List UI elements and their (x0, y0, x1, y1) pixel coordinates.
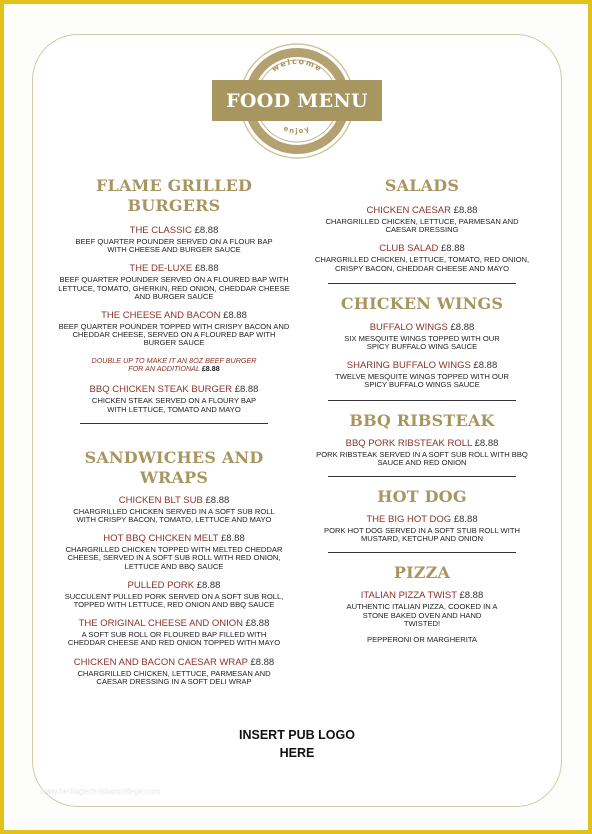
item-name: THE CHEESE AND BACON (101, 310, 221, 322)
item-price: £8.88 (205, 494, 230, 506)
item-price: £8.88 (234, 384, 259, 396)
item-description: CHARGRILLED CHICKEN SERVED IN A SOFT SUB ROLL WITH CRISPY BACON, TOMATO, LETTUCE AND MAYO (73, 506, 275, 525)
note-price: £8.88 (201, 364, 220, 374)
pub-logo-placeholder (212, 726, 382, 762)
item-description: CHICKEN STEAK SERVED ON A FLOURY BAP WITH LETTUCE, TOMATO AND MAYO (91, 396, 257, 414)
section-divider (328, 283, 516, 284)
section-divider (328, 552, 516, 553)
item-price: £8.88 (459, 590, 484, 602)
item-description: SIX MESQUITE WINGS TOPPED WITH OUR SPICY BUFFALO WING SAUCE (344, 333, 500, 352)
item-price: £8.88 (453, 514, 478, 526)
section-title-chicken-wings: CHICKEN WINGS (340, 293, 504, 313)
item-price: £8.88 (196, 579, 221, 591)
item-name: HOT BBQ CHICKEN MELT (103, 533, 219, 545)
item-name: THE ORIGINAL CHEESE AND ONION (78, 618, 243, 630)
item-name: PULLED PORK (127, 579, 195, 591)
menu-item (308, 205, 536, 234)
menu-item (56, 225, 292, 254)
section-divider (328, 400, 516, 401)
menu-item (308, 243, 536, 272)
menu-title: FOOD MENU (212, 80, 382, 121)
item-price: £8.88 (245, 618, 270, 630)
item-price: £8.88 (194, 263, 219, 275)
menu-item (56, 533, 292, 571)
menu-item (56, 580, 292, 609)
pub-logo-line-1: INSERT PUB LOGO (239, 728, 355, 742)
logo-bottom-text: enjoy (282, 124, 312, 136)
section-title-hot-dog: HOT DOG (377, 487, 467, 507)
item-name: ITALIAN PIZZA TWIST (360, 590, 457, 602)
watermark: www.heritagechristiancollege.com (40, 787, 161, 796)
item-price: £8.88 (250, 656, 275, 668)
item-description: CHARGRILLED CHICKEN, LETTUCE, TOMATO, RED ONION, CRISPY BACON, CHEDDAR CHEESE AND MAYO (314, 255, 530, 273)
item-name: BBQ CHICKEN STEAK BURGER (89, 384, 233, 396)
menu-item (56, 618, 292, 647)
pub-logo-line-2: HERE (279, 746, 315, 760)
section-divider (80, 423, 268, 424)
item-price: £8.88 (450, 321, 475, 333)
menu-logo (212, 41, 382, 161)
item-name: CHICKEN BLT SUB (118, 494, 203, 506)
pizza-options: PEPPERONI OR MARGHERITA (367, 635, 477, 645)
item-name: THE BIG HOT DOG (366, 514, 452, 526)
section-title-salads: SALADS (384, 176, 460, 195)
item-name: BUFFALO WINGS (369, 321, 448, 333)
section-title-sandwiches: SANDWICHES AND WRAPS (84, 447, 264, 487)
item-description: TWELVE MESQUITE WINGS TOPPED WITH OUR SPICY BUFFALO WINGS SAUCE (335, 372, 509, 390)
item-description: CHARGRILLED CHICKEN TOPPED WITH MELTED CHEDDAR CHEESE, SERVED IN A SOFT SUB ROLL WITH RED ONION, LETTUCE AND BBQ SAUCE (65, 545, 283, 571)
item-name: THE DE-LUXE (129, 263, 193, 275)
section-title-bbq-ribsteak: BBQ RIBSTEAK (349, 410, 495, 430)
section-divider (328, 476, 516, 477)
item-description: PORK RIBSTEAK SERVED IN A SOFT SUB ROLL WITH BBQ SAUCE AND RED ONION (316, 449, 528, 467)
double-up-note (56, 357, 292, 374)
item-description: SUCCULENT PULLED PORK SERVED ON A SOFT SUB ROLL, TOPPED WITH LETTUCE, RED ONION AND BBQ SAUCE (64, 591, 284, 610)
menu-item (56, 263, 292, 301)
item-price: £8.88 (223, 310, 247, 322)
right-column (308, 176, 536, 644)
item-name: CLUB SALAD (379, 243, 439, 255)
item-name: CHICKEN AND BACON CAESAR WRAP (73, 656, 248, 668)
item-price: £8.88 (453, 205, 478, 216)
menu-item (308, 438, 536, 467)
item-description: AUTHENTIC ITALIAN PIZZA, COOKED IN A STONE BAKED OVEN AND HAND TWISTED! (346, 602, 498, 628)
menu-item (308, 514, 536, 543)
menu-item (56, 310, 292, 348)
menu-item (56, 384, 292, 413)
note-text: DOUBLE UP TO MAKE IT AN 8OZ BEEF BURGER FOR AN ADDITIONAL (91, 355, 257, 374)
logo-top-text: welcome (269, 56, 325, 74)
item-price: £8.88 (441, 243, 465, 255)
section-title-burgers: FLAME GRILLED BURGERS (95, 176, 253, 215)
item-description: BEEF QUARTER POUNDER SERVED ON A FLOUR BAP WITH CHEESE AND BURGER SAUCE (75, 237, 273, 255)
item-description: CHARGRILLED CHICKEN, LETTUCE, PARMESAN AND CAESAR DRESSING (325, 217, 519, 235)
item-price: £8.88 (474, 437, 499, 449)
item-description: BEEF QUARTER POUNDER SERVED ON A FLOURED BAP WITH LETTUCE, TOMATO, GHERKIN, RED ONION, CHEDDAR CHEESE AND BURGER SAUCE (58, 275, 290, 301)
menu-item (56, 495, 292, 524)
item-price: £8.88 (220, 533, 245, 545)
menu-item (308, 590, 536, 628)
item-price: £8.88 (194, 225, 219, 236)
menu-item (56, 657, 292, 686)
item-description: PORK HOT DOG SERVED IN A SOFT STUB ROLL WITH MUSTARD, KETCHUP AND ONION (324, 526, 520, 544)
item-description: CHARGRILLED CHICKEN, LETTUCE, PARMESAN AND CAESAR DRESSING IN A SOFT DELI WRAP (77, 668, 271, 686)
menu-item (308, 322, 536, 351)
section-title-pizza: PIZZA (393, 563, 451, 583)
item-description: BEEF QUARTER POUNDER TOPPED WITH CRISPY BACON AND CHEDDAR CHEESE, SERVED ON A FLOURED BAP WITH BURGER SAUCE (58, 322, 290, 348)
item-name: SHARING BUFFALO WINGS (346, 360, 471, 372)
item-name: CHICKEN CAESAR (366, 205, 452, 216)
menu-item (308, 360, 536, 389)
item-name: BBQ PORK RIBSTEAK ROLL (345, 437, 472, 449)
item-price: £8.88 (473, 360, 498, 372)
item-description: A SOFT SUB ROLL OR FLOURED BAP FILLED WITH CHEDDAR CHEESE AND RED ONION TOPPED WITH MAYO (67, 630, 281, 648)
item-name: THE CLASSIC (129, 225, 192, 236)
left-column (56, 176, 292, 695)
